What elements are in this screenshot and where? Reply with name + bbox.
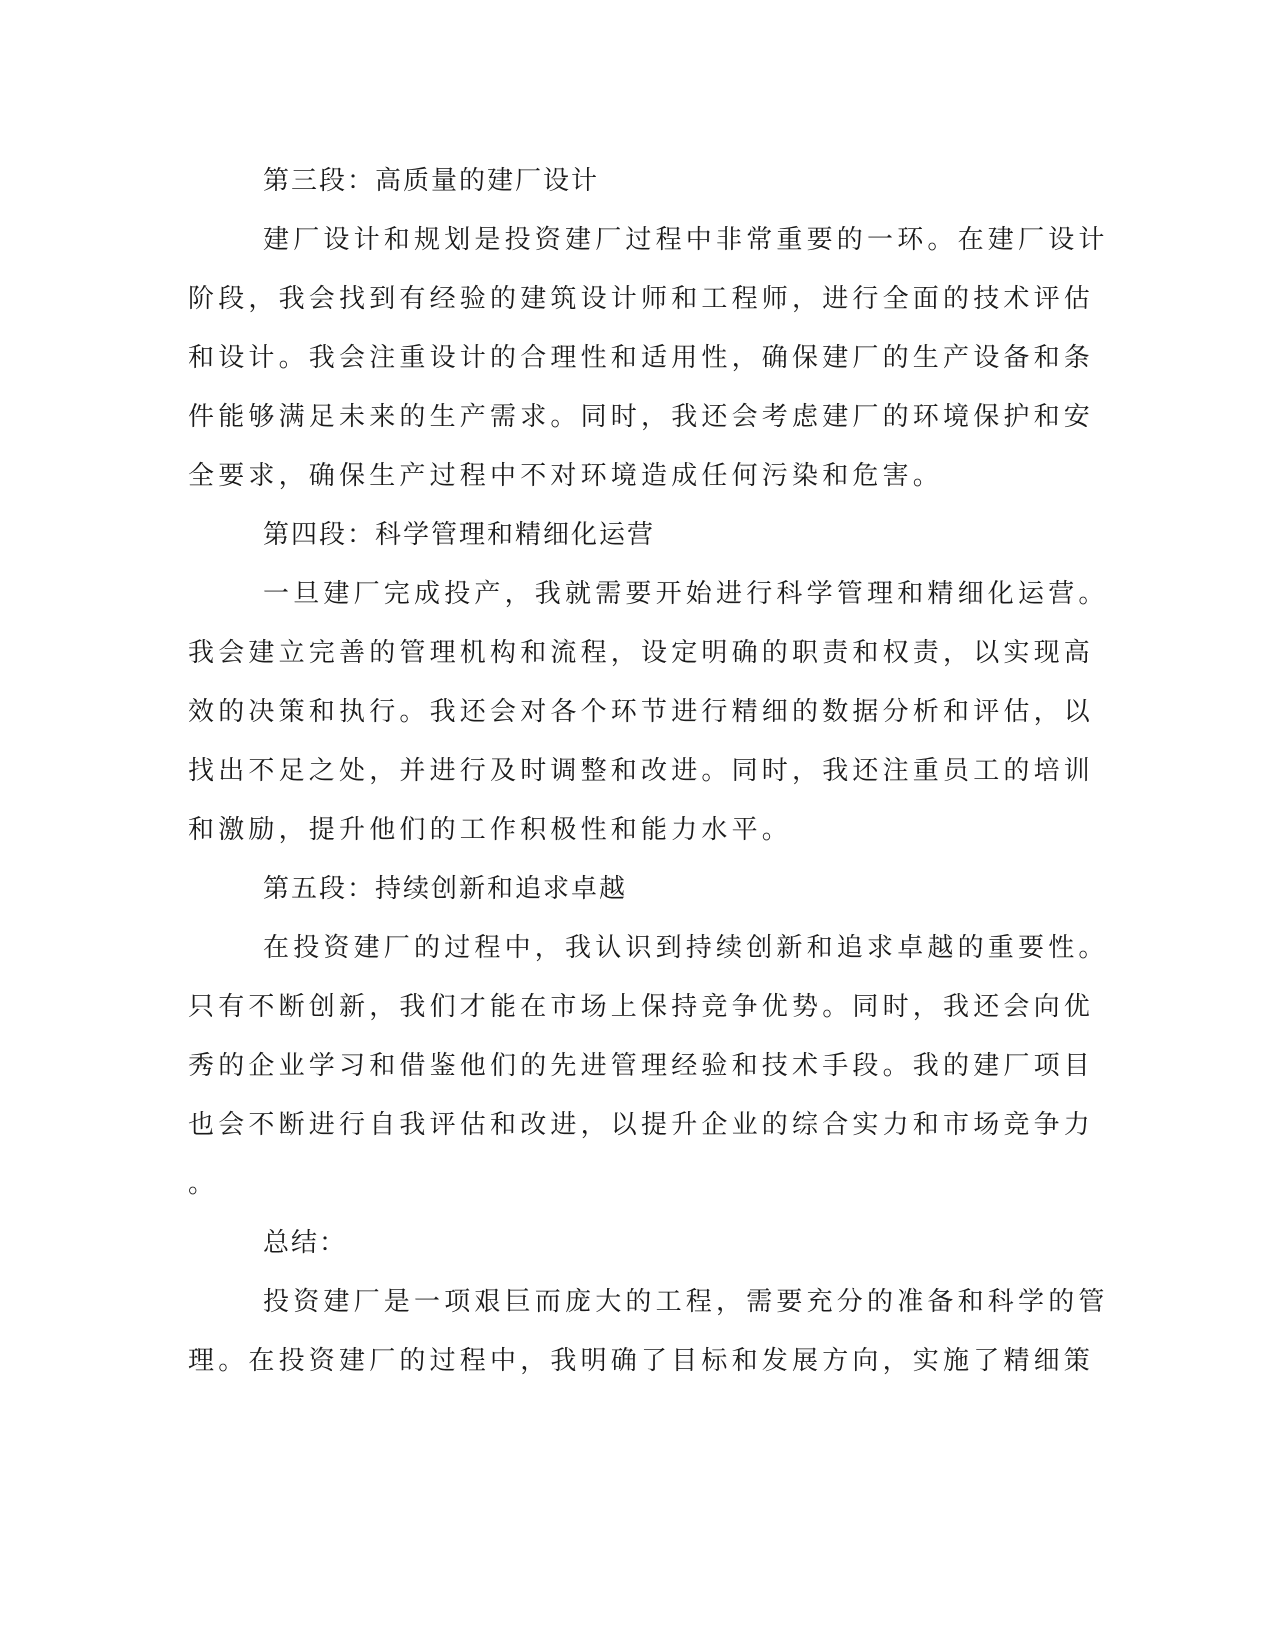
paragraph-line: 秀的企业学习和借鉴他们的先进管理经验和技术手段。我的建厂项目 [188, 1051, 1095, 1081]
paragraph-line: 建厂设计和规划是投资建厂过程中非常重要的一环。在建厂设计 [263, 225, 1109, 255]
paragraph-line: 全要求，确保生产过程中不对环境造成任何污染和危害。 [188, 461, 944, 491]
paragraph-line: 也会不断进行自我评估和改进，以提升企业的综合实力和市场竞争力 [188, 1110, 1095, 1140]
section-heading-5: 第五段：持续创新和追求卓越 [263, 874, 628, 904]
paragraph-line: 和激励，提升他们的工作积极性和能力水平。 [188, 815, 793, 845]
section-heading-3: 第三段：高质量的建厂设计 [263, 166, 600, 196]
paragraph-line: 只有不断创新，我们才能在市场上保持竞争优势。同时，我还会向优 [188, 992, 1095, 1022]
paragraph-line: 投资建厂是一项艰巨而庞大的工程，需要充分的准备和科学的管 [263, 1287, 1109, 1317]
summary-heading: 总结： [263, 1228, 348, 1258]
section-heading-4: 第四段：科学管理和精细化运营 [263, 520, 656, 550]
paragraph-line: 在投资建厂的过程中，我认识到持续创新和追求卓越的重要性。 [263, 933, 1109, 963]
paragraph-line: 和设计。我会注重设计的合理性和适用性，确保建厂的生产设备和条 [188, 343, 1095, 373]
paragraph-line: 。 [188, 1169, 219, 1199]
paragraph-line: 件能够满足未来的生产需求。同时，我还会考虑建厂的环境保护和安 [188, 402, 1095, 432]
paragraph-line: 阶段，我会找到有经验的建筑设计师和工程师，进行全面的技术评估 [188, 284, 1095, 314]
paragraph-line: 一旦建厂完成投产，我就需要开始进行科学管理和精细化运营。 [263, 579, 1109, 609]
paragraph-line: 理。在投资建厂的过程中，我明确了目标和发展方向，实施了精细策 [188, 1346, 1095, 1376]
paragraph-line: 效的决策和执行。我还会对各个环节进行精细的数据分析和评估，以 [188, 697, 1095, 727]
paragraph-line: 我会建立完善的管理机构和流程，设定明确的职责和权责，以实现高 [188, 638, 1095, 668]
paragraph-line: 找出不足之处，并进行及时调整和改进。同时，我还注重员工的培训 [188, 756, 1095, 786]
